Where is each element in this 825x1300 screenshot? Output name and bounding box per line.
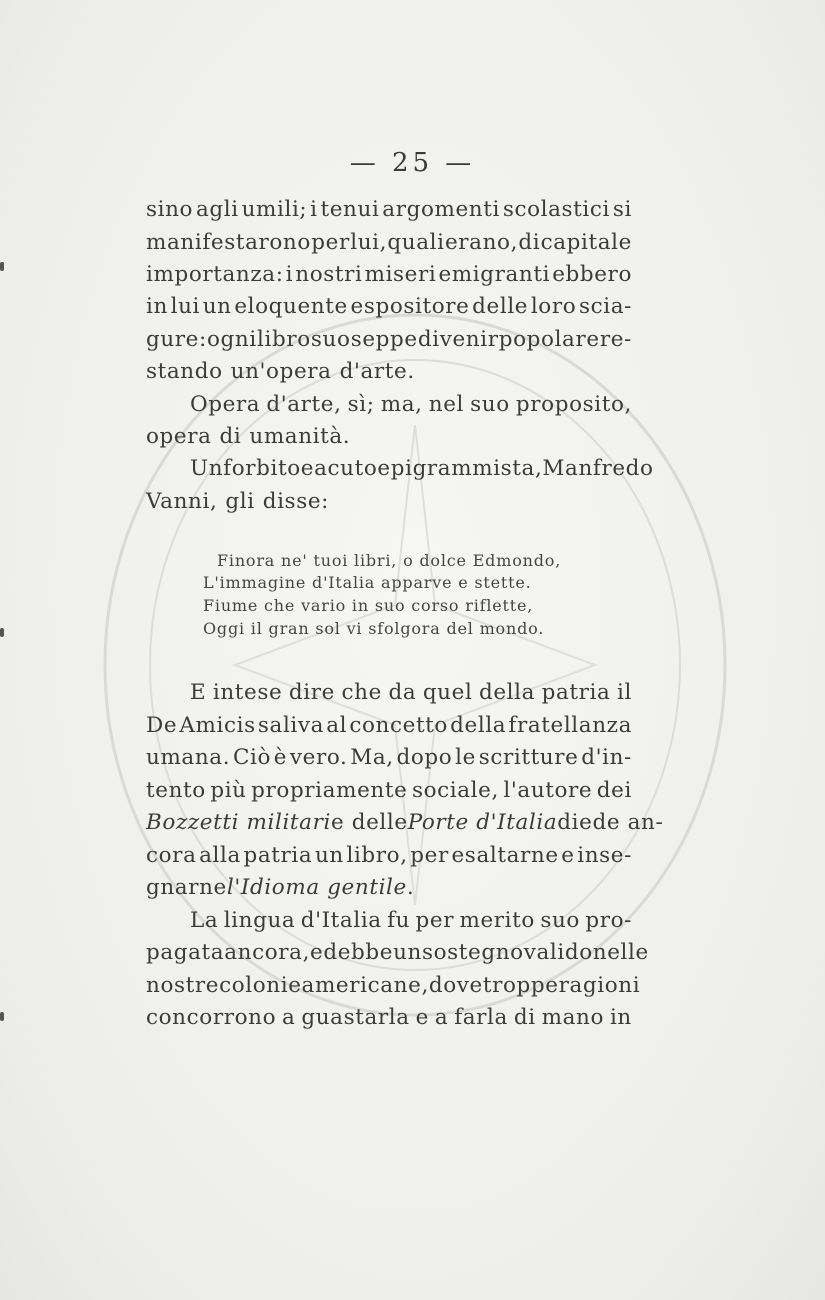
word: disse: [262, 489, 329, 514]
text-line [146, 325, 632, 355]
word: in [146, 294, 168, 319]
word: miseri [364, 262, 437, 287]
word: delle [472, 294, 529, 319]
word: quali [387, 230, 445, 255]
italic-title: Bozzetti militari [146, 810, 331, 835]
word: cora [146, 843, 197, 868]
word: un [314, 843, 344, 868]
text-line [146, 938, 649, 968]
word: ragioni [558, 973, 641, 998]
word: alla [199, 843, 241, 868]
word: propriamente [251, 778, 408, 803]
word: lui [170, 294, 201, 319]
page-edge-mark [0, 262, 4, 271]
word: gli [225, 489, 255, 514]
verse-line: Oggi il gran sol vi sfolgora del mondo. [203, 619, 545, 638]
word: e [415, 1005, 429, 1030]
word: ancora, [224, 940, 311, 965]
word: e [561, 843, 575, 868]
text-line [146, 260, 632, 290]
word: i [285, 262, 294, 287]
word: scia- [578, 294, 632, 319]
text-span: e delle [330, 810, 408, 835]
word: sostegno [421, 940, 524, 965]
word: sociale, [411, 778, 499, 803]
text-line [146, 422, 632, 452]
verse-line: Fiume che vario in suo corso riflette, [203, 596, 534, 615]
word: a [282, 1005, 296, 1030]
word: libro [257, 327, 311, 352]
word: popolare [498, 327, 600, 352]
word: d'arte, [266, 392, 342, 417]
word: loro [530, 294, 577, 319]
word: intese [212, 680, 283, 705]
word: dei [596, 778, 632, 803]
text-line [146, 711, 632, 741]
word: emigranti [438, 262, 551, 287]
word: merito [459, 908, 535, 933]
text-line [146, 776, 632, 806]
word: colonie [219, 973, 302, 998]
word: importanza: [146, 262, 284, 287]
text-line [146, 808, 664, 838]
word: per [415, 908, 455, 933]
word: nostri [295, 262, 363, 287]
word: divenir [417, 327, 499, 352]
word: lingua [223, 908, 296, 933]
word: saliva [257, 713, 325, 738]
page-edge-mark [0, 1012, 4, 1021]
word: esaltarne [451, 843, 559, 868]
word: Vanni, [146, 489, 218, 514]
word: più [210, 778, 247, 803]
word: guastarla [301, 1005, 410, 1030]
word: ogni [207, 327, 257, 352]
word: pro- [585, 908, 632, 933]
word: in [609, 1005, 632, 1030]
text-span: diede an- [557, 810, 664, 835]
text-line [146, 228, 632, 258]
word: i [310, 197, 318, 222]
word: troppe [482, 973, 559, 998]
word: Amicis [179, 713, 256, 738]
word: d'in- [581, 745, 632, 770]
word: al [326, 713, 348, 738]
word: patria [541, 680, 611, 705]
word: ebbero [552, 262, 632, 287]
word: un [393, 940, 422, 965]
word: forbito [223, 456, 301, 481]
word: manifestarono [146, 230, 311, 255]
word: suo [310, 327, 351, 352]
word: umana. [146, 745, 231, 770]
word: per [410, 843, 449, 868]
word: vero. [289, 745, 348, 770]
text-span: . [406, 875, 415, 900]
word: farla [454, 1005, 508, 1030]
word: americane, [301, 973, 429, 998]
word: concorrono [146, 1005, 277, 1030]
word: scritture [478, 745, 579, 770]
text-line [146, 357, 632, 387]
word: E [190, 680, 207, 705]
word: opera [146, 424, 212, 449]
word: Un [190, 456, 224, 481]
text-line [146, 1003, 632, 1033]
italic-title: Porte d'Italia [407, 810, 558, 835]
word: di [518, 230, 541, 255]
word: agli [195, 197, 239, 222]
word: da [388, 680, 417, 705]
word: umili; [241, 197, 308, 222]
word: sì; [347, 392, 375, 417]
word: lui, [350, 230, 388, 255]
word: tento [146, 778, 206, 803]
word: Manfredo [542, 456, 654, 481]
word: si [612, 197, 632, 222]
word: quel [422, 680, 473, 705]
word: sino [146, 197, 194, 222]
word: fratellanza [508, 713, 632, 738]
word: dire [288, 680, 335, 705]
word: capitale [540, 230, 632, 255]
word: della [479, 680, 536, 705]
word: mano [541, 1005, 605, 1030]
word: espositore [350, 294, 470, 319]
word: suo [540, 908, 580, 933]
text-line [146, 873, 632, 903]
word: pagata [146, 940, 225, 965]
word: inse- [577, 843, 632, 868]
word: ed [310, 940, 338, 965]
word: un [202, 294, 232, 319]
word: tenui [320, 197, 380, 222]
word: eloquente [234, 294, 348, 319]
word: valido [523, 940, 593, 965]
page-number: — 25 — [349, 148, 476, 178]
word: dopo [396, 745, 453, 770]
word: l'autore [503, 778, 593, 803]
word: patria [243, 843, 313, 868]
word: il [616, 680, 632, 705]
word: nelle [592, 940, 649, 965]
text-line [190, 454, 654, 484]
word: seppe [350, 327, 418, 352]
word: per [311, 230, 350, 255]
word: dove [428, 973, 483, 998]
word: d'arte. [339, 359, 415, 384]
word: gure: [146, 327, 207, 352]
text-line [146, 841, 632, 871]
italic-title: l'Idioma gentile [226, 875, 407, 900]
word: della [450, 713, 507, 738]
word: concetto [349, 713, 448, 738]
word: le [455, 745, 476, 770]
text-line [146, 195, 632, 225]
word: che [341, 680, 382, 705]
word: re- [599, 327, 632, 352]
text-line [146, 971, 641, 1001]
word: umanità. [249, 424, 351, 449]
text-span: gnarne [146, 875, 227, 900]
word: Ma, [350, 745, 394, 770]
word: nostre [146, 973, 220, 998]
text-line [146, 487, 632, 517]
word: un'opera [230, 359, 332, 384]
word: acuto [314, 456, 378, 481]
word: libro, [346, 843, 408, 868]
page-edge-mark [0, 628, 4, 637]
text-line [190, 906, 632, 936]
text-line [190, 678, 632, 708]
word: a [434, 1005, 449, 1030]
word: di [219, 424, 242, 449]
word: stando [146, 359, 223, 384]
word: De [146, 713, 178, 738]
word: nel [428, 392, 465, 417]
word: di [513, 1005, 536, 1030]
verse-line: L'immagine d'Italia apparve e stette. [203, 573, 532, 592]
word: è [273, 745, 288, 770]
word: ma, [380, 392, 423, 417]
word: e [300, 456, 315, 481]
text-line [146, 743, 632, 773]
word: scolastici [502, 197, 611, 222]
word: d'Italia [300, 908, 382, 933]
word: La [190, 908, 219, 933]
word: Ciò [232, 745, 272, 770]
word: suo [470, 392, 510, 417]
word: argomenti [382, 197, 500, 222]
word: erano, [444, 230, 519, 255]
word: proposito, [515, 392, 632, 417]
word: Opera [190, 392, 261, 417]
word: epigrammista, [377, 456, 543, 481]
text-line [190, 390, 632, 420]
text-line [146, 292, 632, 322]
word: ebbe [337, 940, 394, 965]
word: fu [387, 908, 411, 933]
verse-line: Finora ne' tuoi libri, o dolce Edmondo, [217, 551, 562, 570]
